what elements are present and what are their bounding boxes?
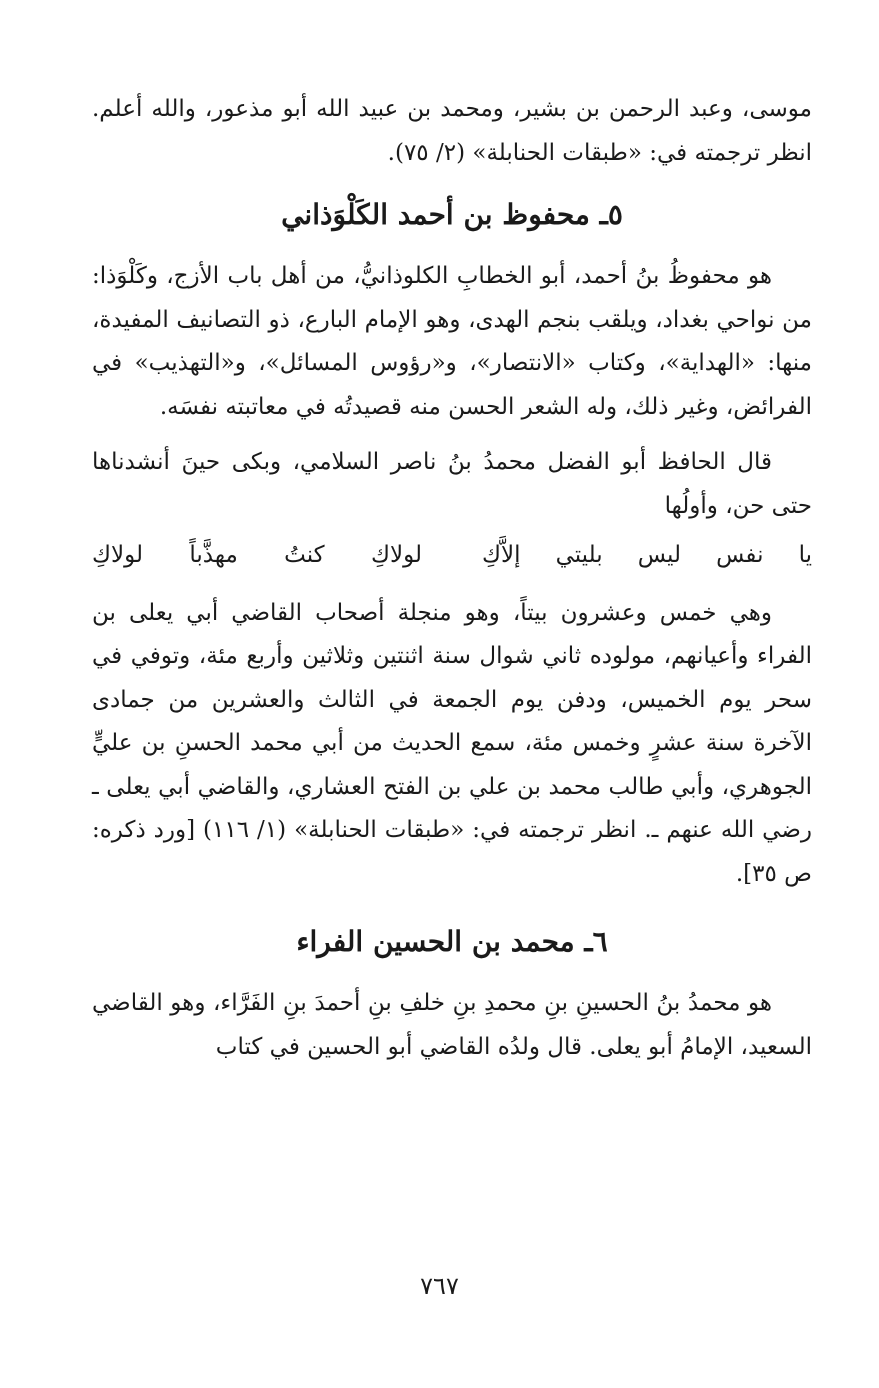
section-heading-6: ٦ـ محمد بن الحسين الفراء <box>296 925 608 958</box>
paragraph-biography-mahfuz: هو محفوظُ بنُ أحمد، أبو الخطابِ الكلوذانيُّ، من أهل باب الأزج، وكَلْوَذا: من نواحي بغداد، ويلقب بنجم الهدى، وهو الإمام البارع، ذو التصانيف المفيدة، منها: «الهداية»، وكتاب «الانتصار»، و«رؤوس المسائل»، و«التهذيب» في الفرائض، وغير ذلك، وله الشعر الحسن منه قصيدتُه في معاتبته نفسَه. <box>92 263 812 420</box>
paragraph-continuation: موسى، وعبد الرحمن بن بشير، ومحمد بن عبيد الله أبو مذعور، والله أعلم. انظر ترجمته في: «طبقات الحنابلة» (٢/ ٧٥). <box>92 96 812 166</box>
verse-second-hemistich: لولاكِ كنتُ مهذَّباً لولاكِ <box>92 542 422 568</box>
poem-verse <box>92 534 812 578</box>
paragraph-biography-muhammad: هو محمدُ بنُ الحسينِ بنِ محمدِ بنِ خلفِ بنِ أحمدَ بنِ الفَرَّاء، وهو القاضي السعيد، الإمامُ أبو يعلى. قال ولدُه القاضي أبو الحسين في كتاب <box>92 990 812 1060</box>
verse-first-hemistich: يا نفس ليس بليتي إلاَّكِ <box>482 542 812 568</box>
paragraph-biography-details: وهي خمس وعشرون بيتاً، وهو منجلة أصحاب القاضي أبي يعلى بن الفراء وأعيانهم، مولوده ثاني شوال سنة اثنتين وثلاثين وأربع مئة، وتوفي في سحر يوم الخميس، ودفن يوم الجمعة في الثالث والعشرين من جمادى الآخرة سنة عشرٍ وخمس مئة، سمع الحديث من أبي محمد الحسنِ بن عليٍّ الجوهري، وأبي طالب محمد بن علي بن الفتح العشاري، والقاضي أبي يعلى ـ رضي الله عنهم ـ. انظر ترجمته في: «طبقات الحنابلة» (١/ ١١٦) [ورد ذكره: ص ٣٥]. <box>92 599 812 887</box>
page-body <box>92 88 812 1069</box>
section-heading-5: ٥ـ محفوظ بن أحمد الكَلْوَذاني <box>281 198 623 231</box>
paragraph-poem-intro: قال الحافظ أبو الفضل محمدُ بنُ ناصر السلامي، وبكى حينَ أنشدناها حتى حن، وأولُها <box>92 449 812 519</box>
page-number: ٧٦٧ <box>420 1272 459 1300</box>
